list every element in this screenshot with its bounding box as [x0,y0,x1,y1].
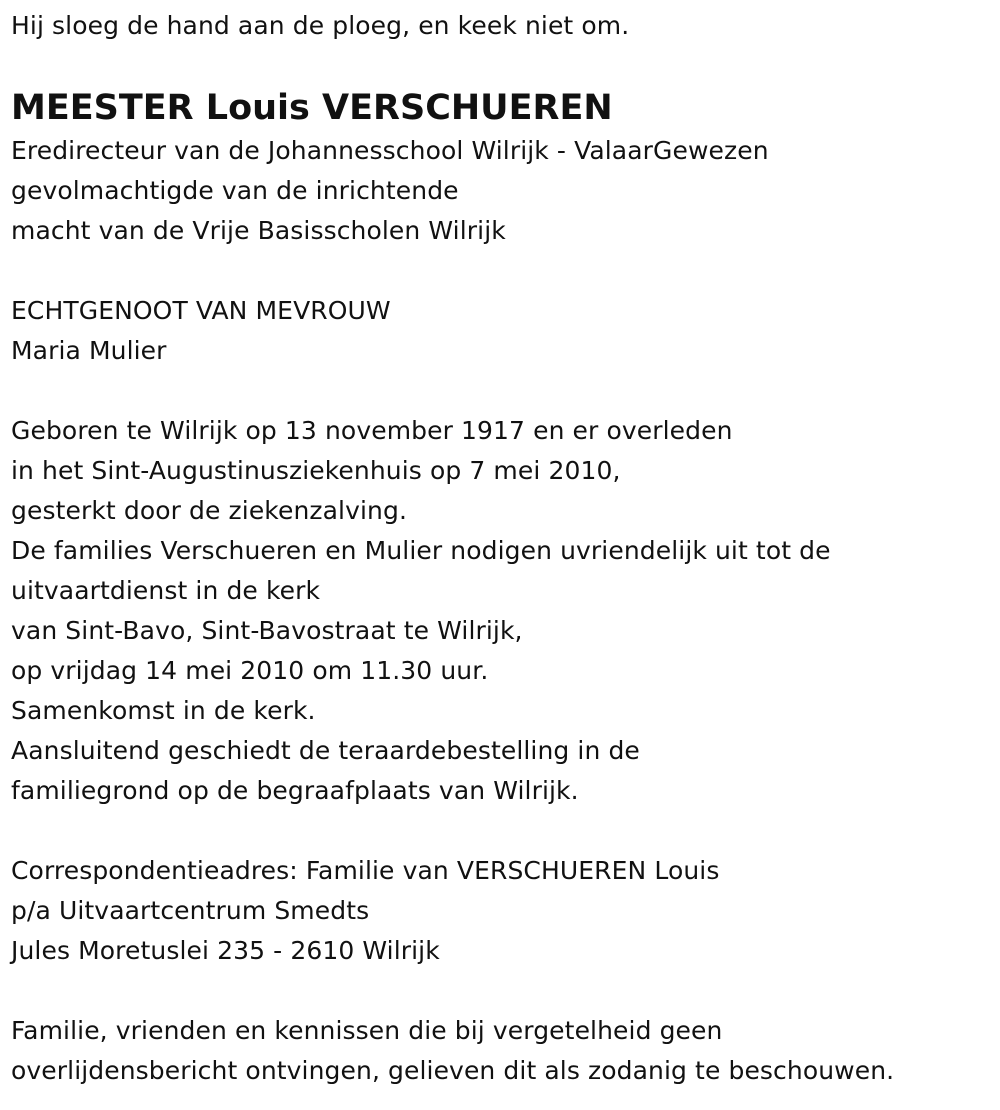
spouse-heading: ECHTGENOOT VAN MEVROUW [11,296,391,325]
body-line: uitvaartdienst in de kerk [11,576,321,605]
function-block [11,131,991,251]
body-block [11,411,991,811]
spouse-name: Maria Mulier [11,336,167,365]
spouse-block [11,291,991,371]
body-line: Samenkomst in de kerk. [11,696,316,725]
function-line: Eredirecteur van de Johannesschool Wilrijk - ValaarGewezen [11,136,769,165]
address-line: Correspondentieadres: Familie van VERSCHUEREN Louis [11,856,720,885]
deceased-name: MEESTER Louis VERSCHUEREN [11,88,613,128]
closing-line: overlijdensbericht ontvingen, gelieven dit als zodanig te beschouwen. [11,1056,895,1085]
closing-block [11,1011,991,1091]
body-line: op vrijdag 14 mei 2010 om 11.30 uur. [11,656,489,685]
body-line: familiegrond op de begraafplaats van Wilrijk. [11,776,579,805]
body-line: De families Verschueren en Mulier nodigen uvriendelijk uit tot de [11,536,831,565]
function-line: gevolmachtigde van de inrichtende [11,176,459,205]
body-line: gesterkt door de ziekenzalving. [11,496,407,525]
function-line: macht van de Vrije Basisscholen Wilrijk [11,216,506,245]
address-line: p/a Uitvaartcentrum Smedts [11,896,370,925]
body-line: in het Sint-Augustinusziekenhuis op 7 mei 2010, [11,456,621,485]
closing-line: Familie, vrienden en kennissen die bij vergetelheid geen [11,1016,723,1045]
address-block [11,851,991,971]
body-line: Aansluitend geschiedt de teraardebestelling in de [11,736,640,765]
spacer [11,251,991,291]
spacer [11,971,991,1011]
obituary-notice [11,0,991,1091]
spacer [11,811,991,851]
spacer [11,371,991,411]
address-line: Jules Moretuslei 235 - 2610 Wilrijk [11,936,440,965]
body-line: van Sint-Bavo, Sint-Bavostraat te Wilrijk, [11,616,523,645]
body-line: Geboren te Wilrijk op 13 november 1917 en er overleden [11,416,733,445]
opening-quote: Hij sloeg de hand aan de ploeg, en keek niet om. [11,11,630,40]
